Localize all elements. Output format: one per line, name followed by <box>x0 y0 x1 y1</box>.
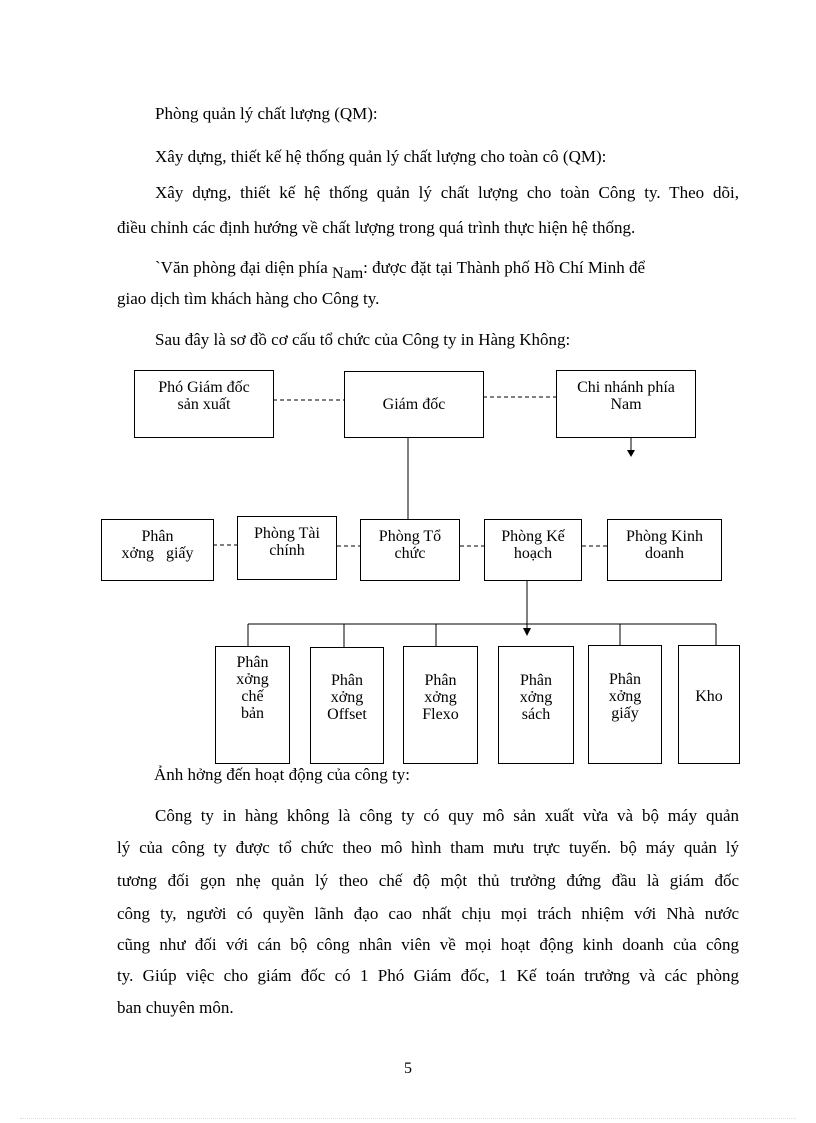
paragraph-qm-line2: điều chỉnh các định hướng về chất lượng trong quá trình thực hiện hệ thống. <box>117 218 636 237</box>
arrow-planning <box>523 628 531 636</box>
page-bottom-divider <box>20 1118 796 1119</box>
box-ws-flexo-line2: xởng <box>424 689 457 706</box>
section-impact-heading: Ảnh hởng đến hoạt động của công ty: <box>154 765 410 784</box>
box-vice-director-line2: sản xuất <box>177 396 231 413</box>
box-ws-paper-line1: Phân <box>609 671 641 688</box>
box-ws-prepress-line3: chế <box>241 688 264 705</box>
box-director-label: Giám đốc <box>382 396 446 413</box>
box-ws-prepress <box>215 646 290 764</box>
office-text-a: `Văn phòng đại diện phía <box>155 258 328 277</box>
office-text-c: : được đặt tại Thành phố Hồ Chí Minh để <box>363 258 645 277</box>
paragraph-qm-build: Xây dựng, thiết kế hệ thống quản lý chất lượng cho toàn cô (QM): <box>155 147 607 166</box>
box-south-branch-line2: Nam <box>610 396 642 413</box>
section-impact-line3: tương đối gọn nhẹ quản lý theo chế độ một thủ trưởng đứng đầu là giám đốc <box>117 871 739 890</box>
box-ws-books-line2: xởng <box>519 689 553 706</box>
box-ws-books <box>498 646 574 764</box>
box-ws-books-line1: Phân <box>520 672 552 689</box>
page-number: 5 <box>404 1060 412 1077</box>
box-finance-line2: chính <box>269 542 305 559</box>
paragraph-office-line2: giao dịch tìm khách hàng cho Công ty. <box>117 289 380 308</box>
box-ws-warehouse-label: Kho <box>695 688 723 705</box>
section-impact-line6: ty. Giúp việc cho giám đốc có 1 Phó Giám đốc, 1 Kế toán trưởng và các phòng <box>117 966 739 985</box>
box-ws-flexo-line3: Flexo <box>422 706 459 723</box>
box-organization-line1: Phòng Tổ <box>378 528 442 545</box>
box-business-line2: doanh <box>644 545 685 562</box>
heading-qm: Phòng quản lý chất lượng (QM): <box>155 104 378 123</box>
arrow-branch <box>627 450 635 457</box>
box-ws-offset-line3: Offset <box>327 706 367 723</box>
box-business <box>607 519 722 581</box>
section-impact-line7: ban chuyên môn. <box>117 998 234 1017</box>
box-south-branch <box>556 370 696 438</box>
box-organization-line2: chức <box>394 545 426 562</box>
box-planning <box>484 519 582 581</box>
box-workshop-paper-line2: xởng giấy <box>121 545 194 562</box>
paragraph-qm-line1: Xây dựng, thiết kế hệ thống quản lý chất lượng cho toàn Công ty. Theo dõi, <box>155 183 739 202</box>
box-ws-books-line3: sách <box>521 706 551 723</box>
box-ws-warehouse <box>678 645 740 764</box>
box-ws-flexo <box>403 646 478 764</box>
box-ws-prepress-line4: bản <box>240 705 265 722</box>
box-ws-paper-line2: xởng <box>608 688 642 705</box>
box-vice-director-line1: Phó Giám đốc <box>158 379 250 396</box>
section-impact-line5: cũng như đối với cán bộ công nhân viên về mọi hoạt động kinh doanh của công <box>117 935 739 954</box>
box-ws-prepress-line2: xởng <box>236 671 269 688</box>
box-planning-line2: hoạch <box>513 545 553 562</box>
box-ws-offset-line1: Phân <box>330 672 363 689</box>
box-ws-offset <box>310 647 384 764</box>
box-vice-director <box>134 370 274 438</box>
chart-intro: Sau đây là sơ đồ cơ cấu tổ chức của Công ty in Hàng Không: <box>155 330 571 349</box>
box-director <box>344 371 484 438</box>
section-impact-line1: Công ty in hàng không là công ty có quy mô sản xuất vừa và bộ máy quản <box>155 806 739 825</box>
box-ws-paper-line3: giấy <box>611 705 639 722</box>
box-south-branch-line1: Chi nhánh phía <box>577 379 675 396</box>
office-text-b: Nam <box>332 265 364 282</box>
box-organization <box>360 519 460 581</box>
box-business-line1: Phòng Kinh <box>626 528 703 545</box>
box-ws-paper <box>588 645 662 764</box>
box-ws-offset-line2: xởng <box>330 689 364 706</box>
box-ws-prepress-line1: Phân <box>236 654 269 671</box>
box-planning-line1: Phòng Kế <box>501 528 565 545</box>
box-workshop-paper-line1: Phân <box>141 528 174 545</box>
box-workshop-paper <box>101 519 214 581</box>
box-finance <box>237 516 337 580</box>
box-ws-flexo-line1: Phân <box>424 672 457 689</box>
section-impact-line4: công ty, người có quyền lãnh đạo cao nhất chịu mọi trách nhiệm với Nhà nước <box>117 904 739 923</box>
section-impact-line2: lý của công ty được tổ chức theo mô hình tham mưu trực tuyến. bộ máy quản lý <box>117 838 739 857</box>
box-finance-line1: Phòng Tài <box>254 525 320 542</box>
